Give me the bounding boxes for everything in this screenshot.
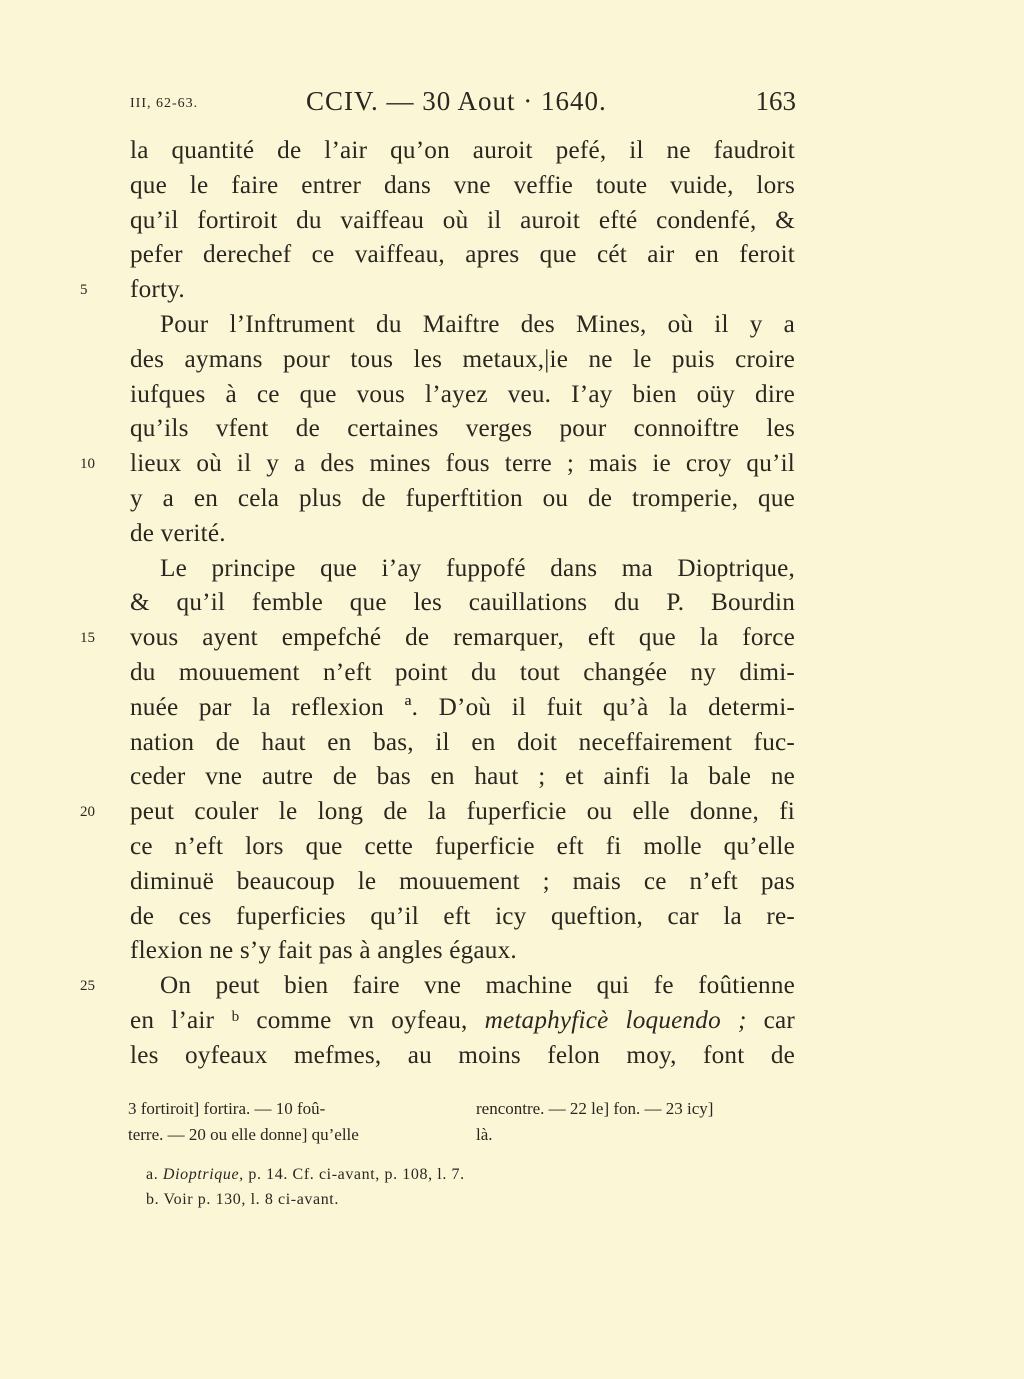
variant-notes-right xyxy=(476,1096,800,1148)
text-line xyxy=(80,273,820,308)
text-line xyxy=(80,552,820,587)
line-text: de ces fuperficies qu’il eft icy queftion, car la re- xyxy=(130,902,795,930)
variant-note-line: là. xyxy=(476,1125,493,1144)
text-line xyxy=(80,308,820,343)
text-line xyxy=(80,447,820,482)
line-text: Pour l’Inftrument du Maiftre des Mines, où il y a xyxy=(160,310,795,338)
line-text: On peut bien faire vne machine qui fe foûtienne xyxy=(160,972,795,1000)
line-text: forty. xyxy=(130,276,185,304)
line-text: iufques à ce que vous l’ayez veu. I’ay bien oüy dire xyxy=(130,380,795,408)
text-line xyxy=(80,760,820,795)
variant-note-line: terre. — 20 ou elle donne] qu’elle xyxy=(128,1125,359,1144)
text-line xyxy=(80,1039,820,1074)
text-line xyxy=(80,934,820,969)
line-text: ceder vne autre de bas en haut ; et ainfi la bale ne xyxy=(130,763,795,791)
text-line xyxy=(80,656,820,691)
line-number: 10 xyxy=(80,456,95,473)
footnote-a xyxy=(146,1162,465,1187)
text-line xyxy=(80,134,820,169)
variant-note-line: rencontre. — 22 le] fon. — 23 icy] xyxy=(476,1099,714,1118)
line-text: Le principe que i’ay fuppofé dans ma Dioptrique, xyxy=(160,554,795,582)
line-number: 15 xyxy=(80,630,95,647)
line-text: des aymans pour tous les metaux,|ie ne le puis croire xyxy=(130,345,795,373)
text-line xyxy=(80,969,820,1004)
line-text: du mouuement n’eft point du tout changée ny dimi- xyxy=(130,658,795,686)
variant-notes-left xyxy=(128,1096,448,1148)
line-text: nation de haut en bas, il en doit neceffairement fuc- xyxy=(130,728,795,756)
footnote-a-marker: a. xyxy=(146,1166,159,1183)
text-line xyxy=(80,830,820,865)
line-text: y a en cela plus de fuperftition ou de tromperie, que xyxy=(130,484,795,512)
text-line xyxy=(80,795,820,830)
text-line xyxy=(80,621,820,656)
line-number: 20 xyxy=(80,804,95,821)
text-line xyxy=(80,865,820,900)
line-text: nuée par la reflexion ª. D’où il fuit qu’à la determi- xyxy=(130,693,795,721)
text-line xyxy=(80,378,820,413)
line-text-roman: en l’air ᵇ comme vn oyfeau, xyxy=(130,1006,468,1034)
line-text: lieux où il y a des mines fous terre ; mais ie croy qu’il xyxy=(130,450,795,478)
header-title: CCIV. — 30 Aout · 1640. xyxy=(306,86,607,116)
line-text: pefer derechef ce vaiffeau, apres que cét air en feroit xyxy=(130,241,795,269)
text-line xyxy=(80,482,820,517)
text-line xyxy=(80,586,820,621)
text-line xyxy=(80,517,820,552)
line-text: flexion ne s’y fait pas à angles égaux. xyxy=(130,937,517,965)
line-text: de verité. xyxy=(130,519,226,547)
text-line xyxy=(80,412,820,447)
text-line xyxy=(80,726,820,761)
line-text: ce n’eft lors que cette fuperficie eft fi molle qu’elle xyxy=(130,832,795,860)
text-line xyxy=(80,169,820,204)
text-line xyxy=(80,691,820,726)
line-text: qu’il fortiroit du vaiffeau où il auroit efté condenfé, & xyxy=(130,206,795,234)
page-number: 163 xyxy=(755,86,796,116)
footnote-b: b. Voir p. 130, l. 8 ci-avant. xyxy=(146,1191,339,1208)
line-text: qu’ils vfent de certaines verges pour connoiftre les xyxy=(130,415,795,443)
line-text: les oyfeaux mefmes, au moins felon moy, font de xyxy=(130,1041,795,1069)
line-text: & qu’il femble que les cauillations du P. Bourdin xyxy=(130,589,795,617)
text-line xyxy=(80,1004,820,1039)
header-reference: III, 62-63. xyxy=(130,96,199,111)
footnote-a-text: p. 14. Cf. ci-avant, p. 108, l. 7. xyxy=(248,1166,465,1183)
line-text-italic: metaphyficè loquendo ; xyxy=(484,1006,747,1034)
line-text: que le faire entrer dans vne veffie toute vuide, lors xyxy=(130,171,795,199)
text-line xyxy=(80,900,820,935)
running-header xyxy=(130,86,796,122)
line-text: peut couler le long de la fuperficie ou elle donne, fi xyxy=(130,798,795,826)
body-text xyxy=(80,134,820,1074)
footnotes xyxy=(146,1162,465,1212)
line-text: diminuë beaucoup le mouuement ; mais ce n’eft pas xyxy=(130,867,795,895)
line-text-mixed xyxy=(130,1004,795,1039)
text-line xyxy=(80,343,820,378)
line-text: vous ayent empefché de remarquer, eft que la force xyxy=(130,624,795,652)
line-text-tail: car xyxy=(763,1006,796,1034)
line-number: 25 xyxy=(80,978,95,995)
line-number: 5 xyxy=(80,282,88,299)
line-text: la quantité de l’air qu’on auroit pefé, il ne faudroit xyxy=(130,137,795,164)
variant-note-line: 3 fortiroit] fortira. — 10 foû- xyxy=(128,1099,326,1118)
text-line xyxy=(80,204,820,239)
footnote-a-title: Dioptrique, xyxy=(162,1166,244,1183)
text-line xyxy=(80,238,820,273)
